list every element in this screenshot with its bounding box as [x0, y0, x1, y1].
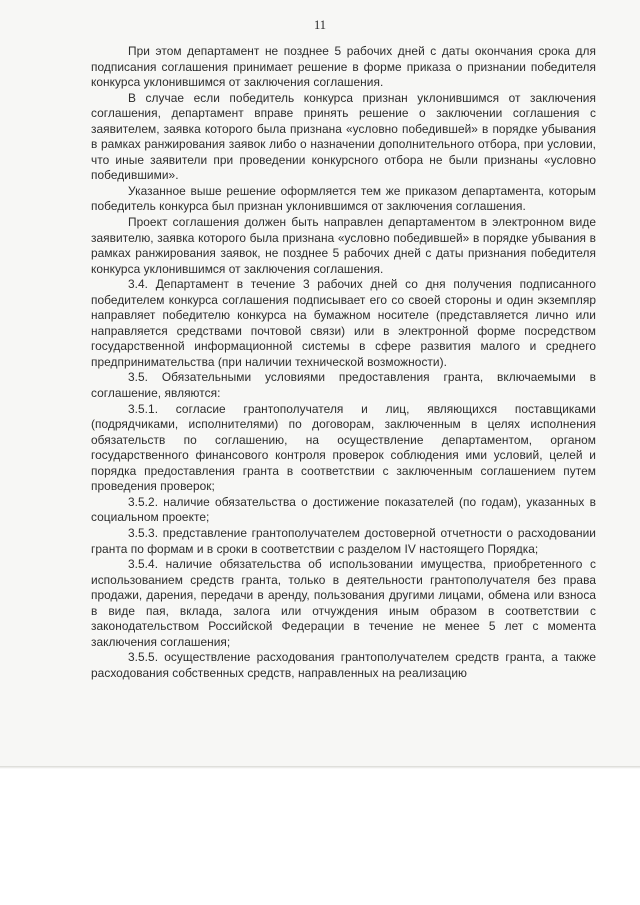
paragraph-order-formalization: Указанное выше решение оформляется тем же приказом департамента, которым победитель конкурса был признан уклонившимся от заключения соглашения.: [91, 183, 596, 214]
paragraph-uklonenie-conditions: В случае если победитель конкурса признан уклонившимся от заключения соглашения, департамент вправе принять решение о заключении соглашения с заявителем, заявка которого была признана «условно победившей» в порядке убывания в рамках ранжирования заявок либо о назначении дополнительного отбора, при условии, что иные заявители при проведении конкурсного отбора не были признаны «условно победившими».: [91, 90, 596, 183]
paragraph-uklonenie-decision: При этом департамент не позднее 5 рабочих дней с даты окончания срока для подписания соглашения принимает решение в форме приказа о признании победителя конкурса уклонившимся от заключения соглашения.: [91, 44, 596, 90]
paragraph-3-4: 3.4. Департамент в течение 3 рабочих дней со дня получения подписанного победителем конкурса соглашения подписывает его со своей стороны и один экземпляр направляет победителю конкурса на бумажном носителе (представляется лично или направляется средствами почтовой связи) или в электронной форме посредством государственной информационной системы в сфере развития малого и среднего предпринимательства (при наличии технической возможности).: [91, 277, 596, 369]
paragraph-3-5-4: 3.5.4. наличие обязательства об использовании имущества, приобретенного с использованием средств гранта, только в деятельности грантополучателя без права продажи, дарения, передачи в аренду, пользования другими лицами, обмена или взноса в виде пая, вклада, залога или отчуждения иным образом в соответствии с законодательством Российской Федерации в течение не менее 5 лет с момента заключения соглашения;: [91, 557, 596, 649]
paragraph-3-5-5: 3.5.5. осуществление расходования грантополучателем средств гранта, а также расходования собственных средств, направленных на реализацию: [91, 650, 596, 680]
paragraph-3-5-3: 3.5.3. представление грантополучателем достоверной отчетности о расходовании гранта по формам и в сроки в соответствии с разделом IV настоящего Порядка;: [91, 525, 596, 556]
document-body: [91, 44, 596, 681]
paragraph-3-5: 3.5. Обязательными условиями предоставления гранта, включаемыми в соглашение, являются:: [91, 370, 596, 401]
paragraph-3-5-1: 3.5.1. согласие грантополучателя и лиц, являющихся поставщиками (подрядчиками, исполнителями) по договорам, заключенным в целях исполнения обязательств по соглашению, на осуществление департаментом, органом государственного финансового контроля проверок соблюдения ими условий, целей и порядка предоставления гранта в соответствии с заключенным соглашением путем проведения проверок;: [91, 401, 596, 494]
paragraph-3-5-2: 3.5.2. наличие обязательства о достижение показателей (по годам), указанных в социальном проекте;: [91, 494, 596, 525]
scan-bottom-edge: [0, 766, 640, 769]
page-number: 11: [313, 18, 327, 32]
paragraph-draft-agreement: Проект соглашения должен быть направлен департаментом в электронном виде заявителю, заявка которого была признана «условно победившей» в порядке убывания в рамках ранжирования заявок, не позднее 5 рабочих дней с даты признания победителя конкурса уклонившимся от заключения соглашения.: [91, 215, 596, 276]
